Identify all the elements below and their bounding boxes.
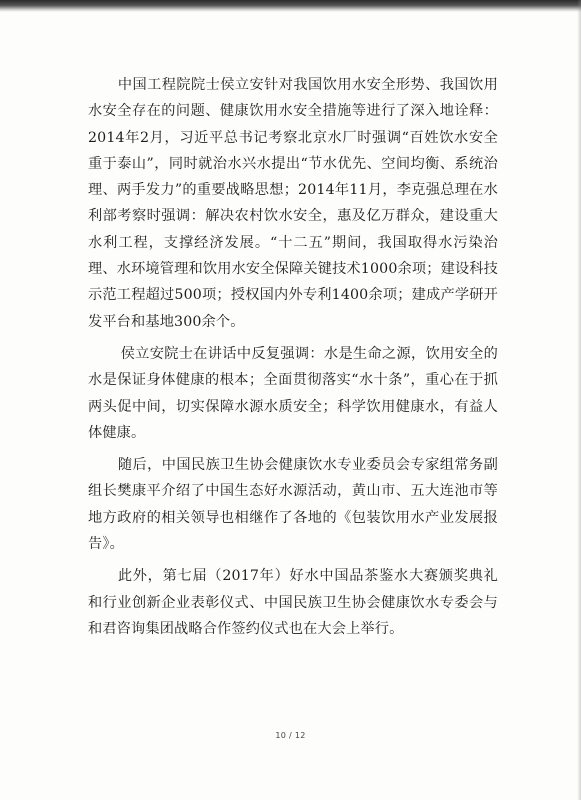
paragraph-2: 侯立安院士在讲话中反复强调：水是生命之源，饮用安全的水是保证身体健康的根本；全面贯彻落实“水十条”，重心在于抓两头促中间，切实保障水源水质安全；科学饮用健康水，有益人体健康。 [88,345,498,441]
paragraph-3: 随后，中国民族卫生协会健康饮水专业委员会专家组常务副组长樊康平介绍了中国生态好水源活动，黄山市、五大连池市等地方政府的相关领导也相继作了各地的《包装饮用水产业发展报告》。 [88,457,498,553]
paragraph-4: 此外，第七届（2017年）好水中国品茶鉴水大赛颁奖典礼和行业创新企业表彰仪式、中国民族卫生协会健康饮水专委会与和君咨询集团战略合作签约仪式也在大会上举行。 [88,568,498,637]
scan-edge-right [577,0,581,800]
paragraph-1: 中国工程院院士侯立安针对我国饮用水安全形势、我国饮用水安全存在的问题、健康饮用水安全措施等进行了深入地诠释：2014年2月，习近平总书记考察北京水厂时强调“百姓饮水安全重于泰山”，同时就治水兴水提出“节水优先、空间均衡、系统治理、两手发力”的重要战略思想；2014年11月，李克强总理在水利部考察时强调：解决农村饮水安全，惠及亿万群众，建设重大水利工程，支撑经济发展。“十二五”期间，我国取得水污染治理、水环境管理和饮用水安全保障关键技术1000余项；建设科技示范工程超过500项；授权国内外专利1400余项；建成产学研开发平台和基地300余个。 [88,77,498,330]
page-number: 10 / 12 [275,731,306,740]
document-body [88,72,498,648]
scan-edge-top [0,0,581,12]
